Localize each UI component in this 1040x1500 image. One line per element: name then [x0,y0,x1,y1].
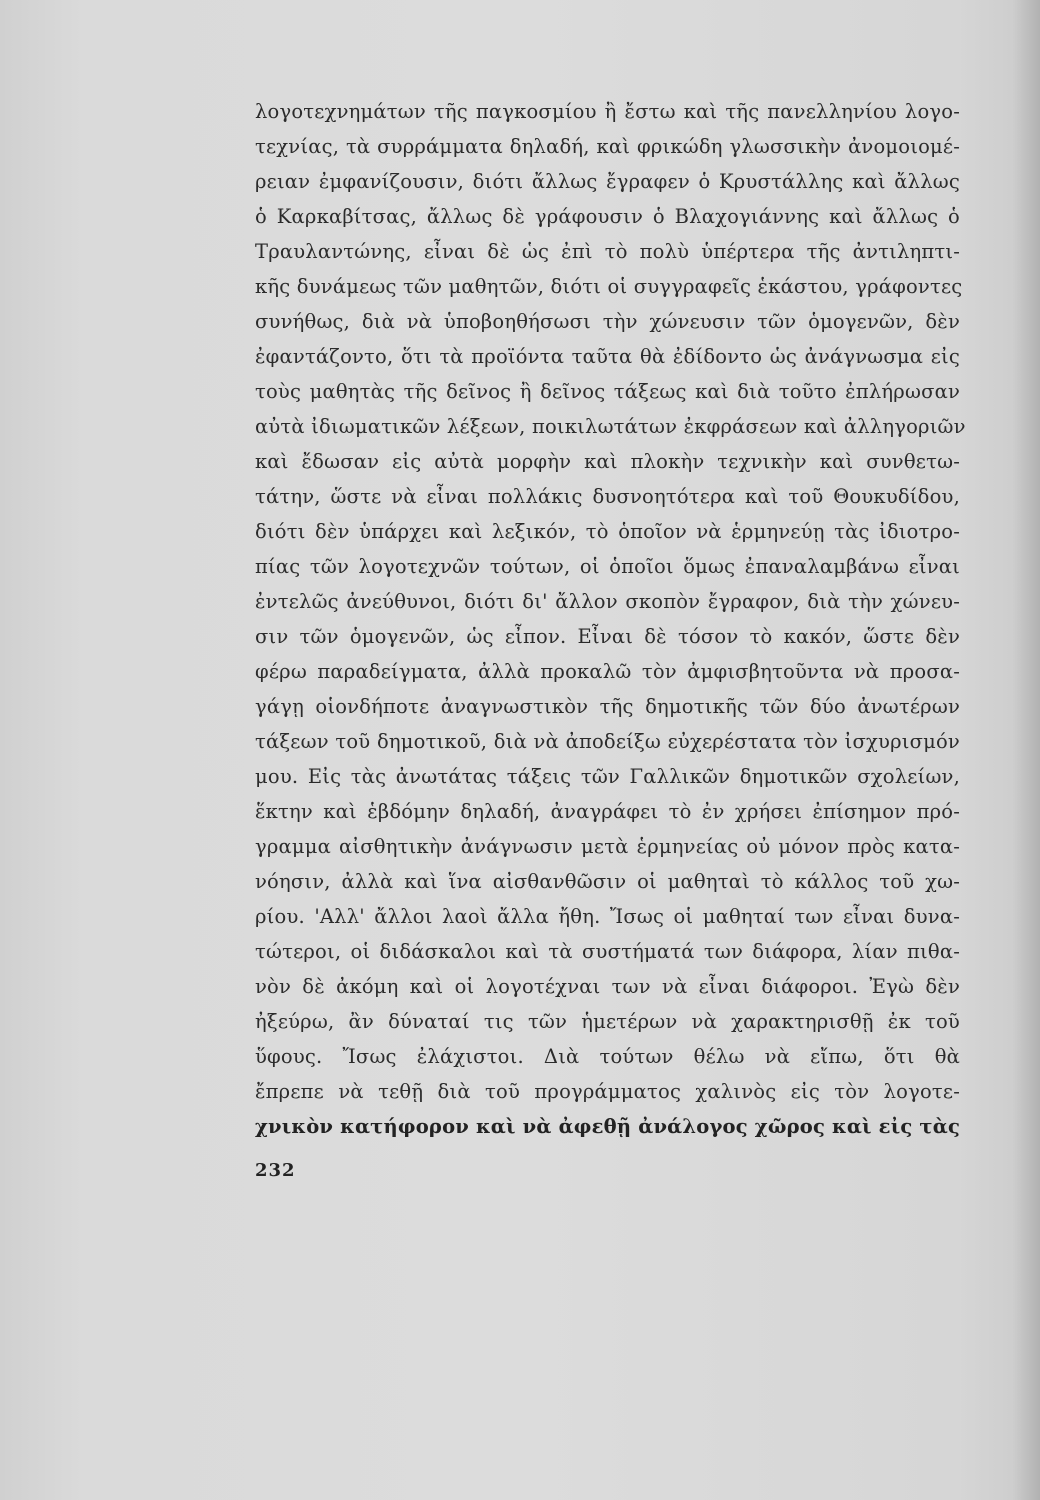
text-line: τάτην, ὥστε νὰ εἶναι πολλάκις δυσνοητότερα καὶ τοῦ Θουκυδίδου, [255,485,960,508]
text-line: ὕφους. Ἴσως ἐλάχιστοι. Διὰ τούτων θέλω νὰ εἴπω, ὅτι θὰ [255,1045,960,1068]
text-line: νόησιν, ἀλλὰ καὶ ἵνα αἰσθανθῶσιν οἱ μαθηταὶ τὸ κάλλος τοῦ χω- [255,870,960,893]
page-edge-shadow [1012,0,1040,1500]
text-line: χνικὸν κατήφορον καὶ νὰ ἀφεθῇ ἀνάλογος χῶρος καὶ εἰς τὰς [255,1115,961,1138]
text-line: ρειαν ἐμφανίζουσιν, διότι ἄλλως ἔγραφεν ὁ Κρυστάλλης καὶ ἄλλως [255,170,960,193]
text-line: ἐφαντάζοντο, ὅτι τὰ προϊόντα ταῦτα θὰ ἐδίδοντο ὡς ἀνάγνωσμα εἰς [255,345,960,368]
text-line: νὸν δὲ ἀκόμη καὶ οἱ λογοτέχναι των νὰ εἶναι διάφοροι. Ἐγὼ δὲν [255,975,960,998]
text-line: φέρω παραδείγματα, ἀλλὰ προκαλῶ τὸν ἀμφισβητοῦντα νὰ προσα- [255,660,960,683]
text-line: τοὺς μαθητὰς τῆς δεῖνος ἢ δεῖνος τάξεως καὶ διὰ τοῦτο ἐπλήρωσαν [255,380,960,403]
text-line: συνήθως, διὰ νὰ ὑποβοηθήσωσι τὴν χώνευσιν τῶν ὁμογενῶν, δὲν [255,310,960,333]
text-line: ἐντελῶς ἀνεύθυνοι, διότι δι' ἄλλον σκοπὸν ἔγραφον, διὰ τὴν χώνευ- [255,590,960,613]
text-line: γάγῃ οἱονδήποτε ἀναγνωστικὸν τῆς δημοτικῆς τῶν δύο ἀνωτέρων [255,695,960,718]
text-line: Τραυλαντώνης, εἶναι δὲ ὡς ἐπὶ τὸ πολὺ ὑπέρτερα τῆς ἀντιληπτι- [255,240,960,263]
text-line: μου. Εἰς τὰς ἀνωτάτας τάξεις τῶν Γαλλικῶν δημοτικῶν σχολείων, [255,765,960,788]
text-line: κῆς δυνάμεως τῶν μαθητῶν, διότι οἱ συγγραφεῖς ἑκάστου, γράφοντες [255,275,963,298]
text-line: διότι δὲν ὑπάρχει καὶ λεξικόν, τὸ ὁποῖον νὰ ἑρμηνεύῃ τὰς ἰδιοτρο- [255,520,960,543]
text-line: ρίου. 'Αλλ' ἄλλοι λαοὶ ἄλλα ἤθη. Ἴσως οἱ μαθηταί των εἶναι δυνα- [255,905,960,928]
text-line: τώτεροι, οἱ διδάσκαλοι καὶ τὰ συστήματά των διάφορα, λίαν πιθα- [255,940,960,963]
text-line: πίας τῶν λογοτεχνῶν τούτων, οἱ ὁποῖοι ὅμως ἐπαναλαμβάνω εἶναι [255,555,960,578]
text-line: τεχνίας, τὰ συρράμματα δηλαδή, καὶ φρικώδη γλωσσικὴν ἀνομοιομέ- [255,135,960,158]
text-line: καὶ ἔδωσαν εἰς αὐτὰ μορφὴν καὶ πλοκὴν τεχνικὴν καὶ συνθετω- [255,450,960,473]
text-line: ὁ Καρκαβίτσας, ἄλλως δὲ γράφουσιν ὁ Βλαχογιάννης καὶ ἄλλως ὁ [255,205,960,228]
text-line: ἔπρεπε νὰ τεθῇ διὰ τοῦ προγράμματος χαλινὸς εἰς τὸν λογοτε- [255,1080,960,1103]
text-line: σιν τῶν ὁμογενῶν, ὡς εἶπον. Εἶναι δὲ τόσον τὸ κακόν, ὥστε δὲν [255,625,960,648]
text-line: τάξεων τοῦ δημοτικοῦ, διὰ νὰ ἀποδείξω εὐχερέστατα τὸν ἰσχυρισμόν [255,730,960,753]
body-text [255,94,966,1144]
text-line: ἕκτην καὶ ἑβδόμην δηλαδή, ἀναγράφει τὸ ἐν χρήσει ἐπίσημον πρό- [255,800,960,823]
page-number: 232 [255,1160,296,1181]
text-line: γραμμα αἰσθητικὴν ἀνάγνωσιν μετὰ ἑρμηνείας οὐ μόνον πρὸς κατα- [255,835,960,858]
text-line: ἠξεύρω, ἂν δύναταί τις τῶν ἡμετέρων νὰ χαρακτηρισθῇ ἐκ τοῦ [255,1010,960,1033]
text-line: λογοτεχνημάτων τῆς παγκοσμίου ἢ ἔστω καὶ τῆς πανελληνίου λογο- [255,100,960,123]
text-line: αὐτὰ ἰδιωματικῶν λέξεων, ποικιλωτάτων ἐκφράσεων καὶ ἀλληγοριῶν [255,415,966,438]
